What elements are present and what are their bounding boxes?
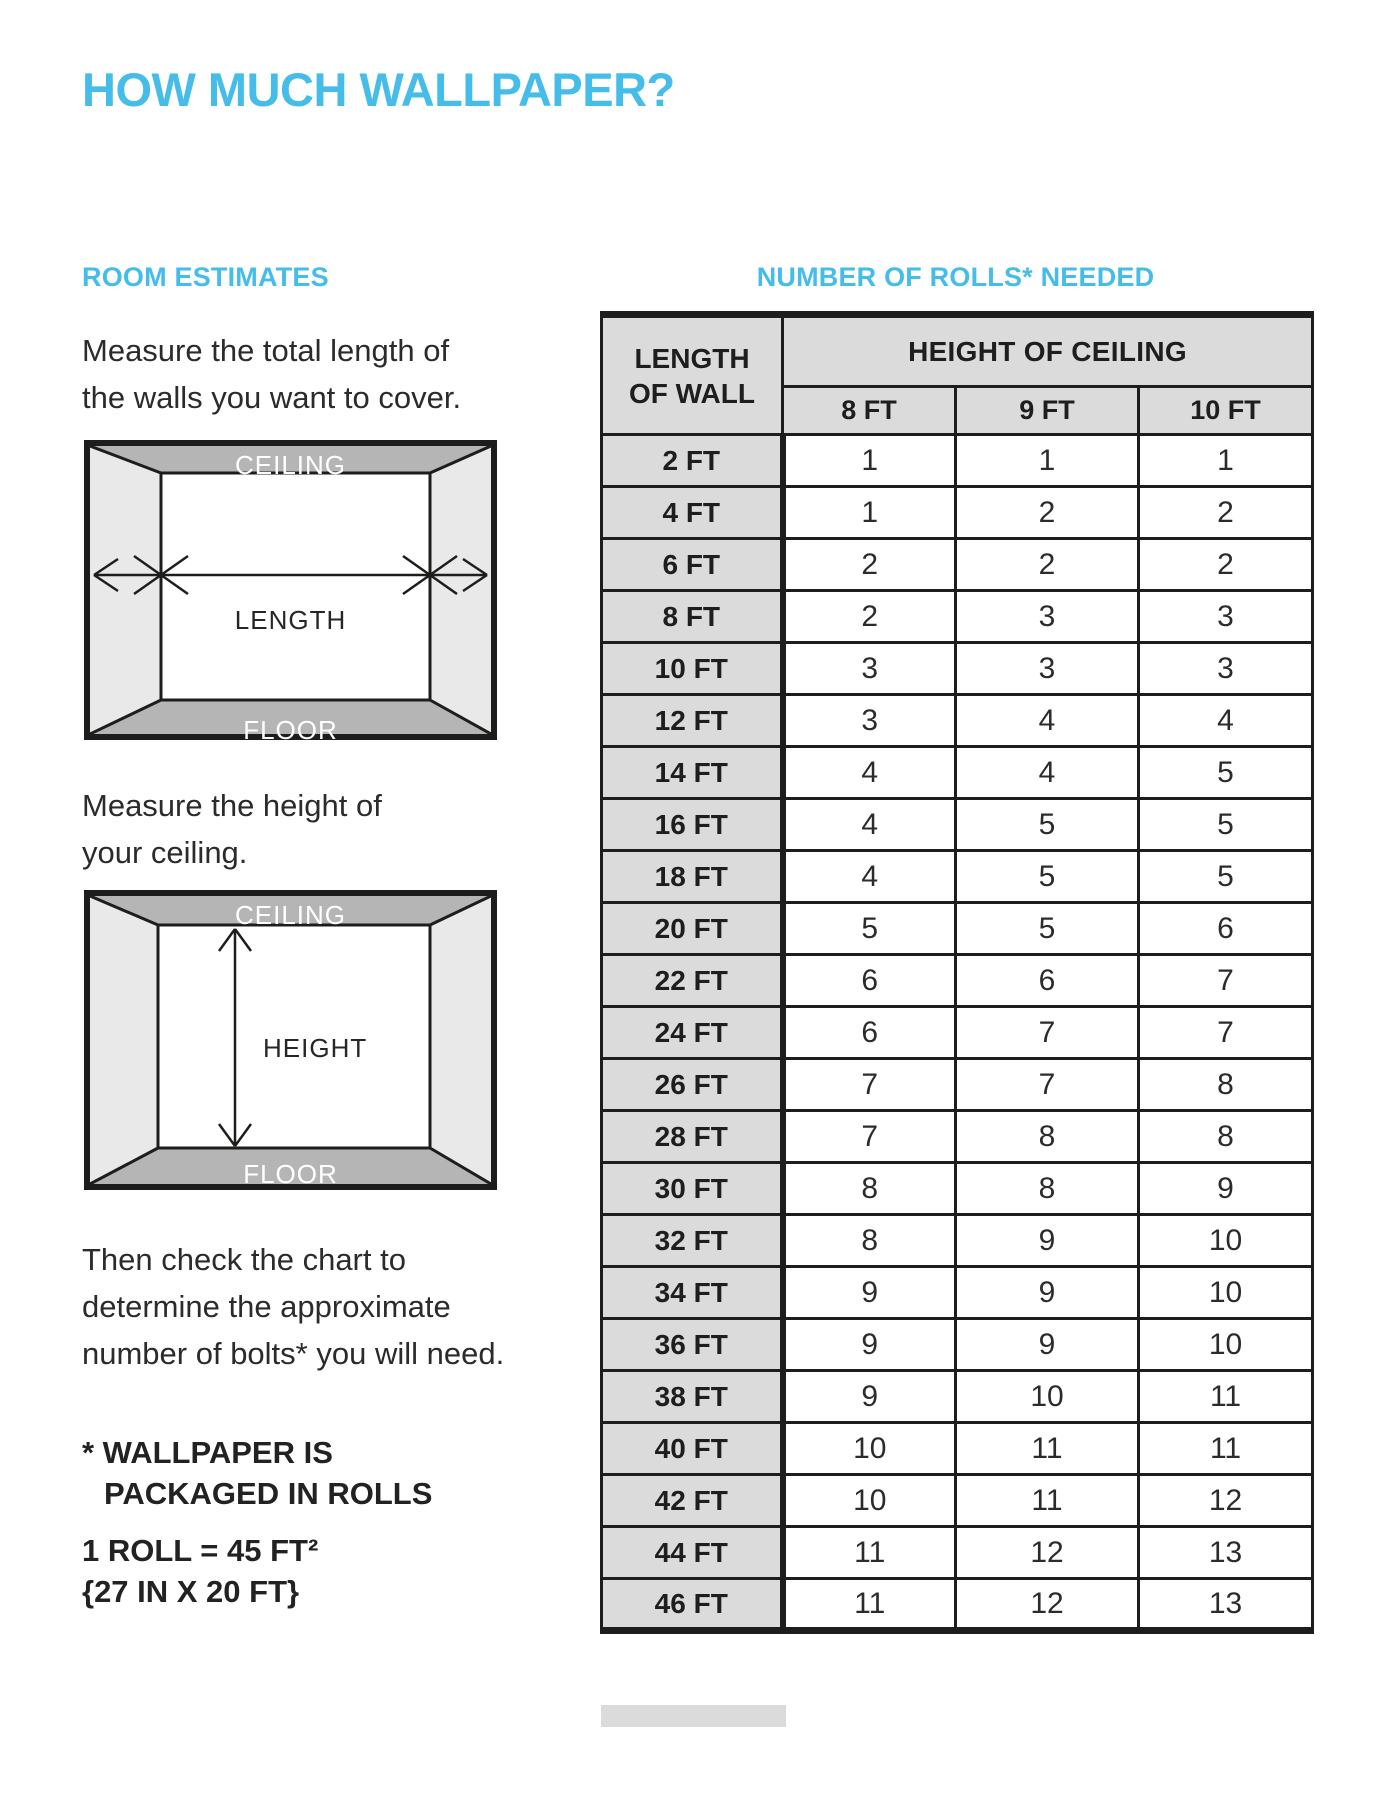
roll-count-cell: 7 bbox=[956, 1059, 1139, 1111]
table-row bbox=[602, 1163, 1313, 1215]
row-label: 36 FT bbox=[602, 1319, 783, 1371]
roll-count-cell: 2 bbox=[956, 539, 1139, 591]
footnote-line1: * WALLPAPER IS bbox=[82, 1435, 333, 1470]
row-label: 40 FT bbox=[602, 1423, 783, 1475]
roll-count-cell: 8 bbox=[783, 1163, 956, 1215]
instruction-chart-line3: number of bolts* you will need. bbox=[82, 1336, 505, 1371]
roll-count-cell: 2 bbox=[783, 591, 956, 643]
table-row bbox=[602, 591, 1313, 643]
row-label: 12 FT bbox=[602, 695, 783, 747]
table-row bbox=[602, 1111, 1313, 1163]
row-label: 42 FT bbox=[602, 1475, 783, 1527]
roll-count-cell: 2 bbox=[783, 539, 956, 591]
roll-count-cell: 5 bbox=[1139, 747, 1313, 799]
roll-count-cell: 4 bbox=[783, 747, 956, 799]
row-label: 34 FT bbox=[602, 1267, 783, 1319]
roll-count-cell: 11 bbox=[783, 1527, 956, 1579]
roll-count-cell: 12 bbox=[956, 1579, 1139, 1631]
roll-count-cell: 11 bbox=[1139, 1371, 1313, 1423]
height-label: HEIGHT bbox=[263, 1033, 368, 1063]
roll-count-cell: 4 bbox=[783, 851, 956, 903]
roll-count-cell: 5 bbox=[956, 799, 1139, 851]
roll-count-cell: 8 bbox=[783, 1215, 956, 1267]
roll-count-cell: 3 bbox=[956, 591, 1139, 643]
roll-count-cell: 9 bbox=[783, 1267, 956, 1319]
roll-count-cell: 3 bbox=[783, 643, 956, 695]
room-length-diagram bbox=[84, 440, 497, 745]
row-label: 2 FT bbox=[602, 435, 783, 487]
table-row bbox=[602, 487, 1313, 539]
roll-count-cell: 13 bbox=[1139, 1527, 1313, 1579]
row-label: 28 FT bbox=[602, 1111, 783, 1163]
room-height-diagram bbox=[84, 890, 497, 1190]
ceiling-label: CEILING bbox=[234, 900, 347, 930]
table-row bbox=[602, 1475, 1313, 1527]
roll-count-cell: 4 bbox=[956, 695, 1139, 747]
roll-count-cell: 9 bbox=[1139, 1163, 1313, 1215]
table-row bbox=[602, 1579, 1313, 1631]
col-header-10ft: 10 FT bbox=[1139, 387, 1313, 435]
row-label: 6 FT bbox=[602, 539, 783, 591]
table-row bbox=[602, 955, 1313, 1007]
table-row bbox=[602, 1527, 1313, 1579]
row-label: 24 FT bbox=[602, 1007, 783, 1059]
roll-count-cell: 6 bbox=[783, 1007, 956, 1059]
table-footer-gray-tab bbox=[601, 1705, 786, 1727]
row-label: 16 FT bbox=[602, 799, 783, 851]
row-label: 14 FT bbox=[602, 747, 783, 799]
roll-count-cell: 7 bbox=[783, 1111, 956, 1163]
roll-count-cell: 1 bbox=[783, 487, 956, 539]
wallpaper-footnote bbox=[82, 1432, 432, 1514]
page-title: HOW MUCH WALLPAPER? bbox=[82, 63, 675, 116]
roll-count-cell: 10 bbox=[1139, 1215, 1313, 1267]
row-label: 10 FT bbox=[602, 643, 783, 695]
roll-count-cell: 3 bbox=[1139, 591, 1313, 643]
footnote-line2: PACKAGED IN ROLLS bbox=[104, 1476, 433, 1511]
length-of-wall-header bbox=[602, 315, 783, 435]
height-of-ceiling-header: HEIGHT OF CEILING bbox=[783, 315, 1313, 387]
instruction-chart-line1: Then check the chart to bbox=[82, 1242, 406, 1277]
roll-count-cell: 5 bbox=[956, 851, 1139, 903]
row-label: 44 FT bbox=[602, 1527, 783, 1579]
roll-count-cell: 1 bbox=[783, 435, 956, 487]
roll-count-cell: 13 bbox=[1139, 1579, 1313, 1631]
roll-count-cell: 3 bbox=[1139, 643, 1313, 695]
table-row bbox=[602, 1371, 1313, 1423]
roll-count-cell: 3 bbox=[956, 643, 1139, 695]
roll-count-cell: 12 bbox=[956, 1527, 1139, 1579]
table-row bbox=[602, 1059, 1313, 1111]
roll-count-cell: 2 bbox=[1139, 539, 1313, 591]
instruction-height bbox=[82, 782, 382, 876]
roll-count-cell: 6 bbox=[1139, 903, 1313, 955]
roll-count-cell: 6 bbox=[956, 955, 1139, 1007]
table-row bbox=[602, 851, 1313, 903]
instruction-length-line2: the walls you want to cover. bbox=[82, 380, 462, 415]
row-label: 38 FT bbox=[602, 1371, 783, 1423]
table-row bbox=[602, 799, 1313, 851]
table-row bbox=[602, 1007, 1313, 1059]
room-estimates-heading: ROOM ESTIMATES bbox=[82, 262, 329, 292]
length-of-wall-line1: LENGTH bbox=[634, 342, 750, 374]
roll-count-cell: 8 bbox=[1139, 1111, 1313, 1163]
roll-count-cell: 3 bbox=[783, 695, 956, 747]
col-header-8ft: 8 FT bbox=[783, 387, 956, 435]
roll-count-cell: 7 bbox=[783, 1059, 956, 1111]
roll-count-cell: 9 bbox=[956, 1319, 1139, 1371]
roll-count-cell: 10 bbox=[1139, 1319, 1313, 1371]
length-of-wall-line2: OF WALL bbox=[629, 377, 755, 409]
roll-count-cell: 4 bbox=[1139, 695, 1313, 747]
roll-count-cell: 7 bbox=[1139, 955, 1313, 1007]
floor-label: FLOOR bbox=[243, 1159, 338, 1189]
roll-count-cell: 5 bbox=[1139, 851, 1313, 903]
roll-count-cell: 9 bbox=[956, 1267, 1139, 1319]
roll-count-cell: 10 bbox=[783, 1475, 956, 1527]
roll-count-cell: 11 bbox=[1139, 1423, 1313, 1475]
row-label: 4 FT bbox=[602, 487, 783, 539]
row-label: 8 FT bbox=[602, 591, 783, 643]
roll-count-cell: 12 bbox=[1139, 1475, 1313, 1527]
col-header-9ft: 9 FT bbox=[956, 387, 1139, 435]
row-label: 26 FT bbox=[602, 1059, 783, 1111]
table-header-row-1 bbox=[602, 315, 1313, 387]
roll-count-cell: 7 bbox=[1139, 1007, 1313, 1059]
table-row bbox=[602, 539, 1313, 591]
room-length-drawing bbox=[90, 446, 491, 734]
instruction-height-line1: Measure the height of bbox=[82, 788, 382, 823]
row-label: 18 FT bbox=[602, 851, 783, 903]
roll-count-cell: 9 bbox=[783, 1371, 956, 1423]
rolls-table-body bbox=[602, 435, 1313, 1631]
table-row bbox=[602, 435, 1313, 487]
roll-count-cell: 4 bbox=[956, 747, 1139, 799]
roll-count-cell: 8 bbox=[1139, 1059, 1313, 1111]
roll-count-cell: 6 bbox=[783, 955, 956, 1007]
roll-count-cell: 11 bbox=[956, 1475, 1139, 1527]
roll-count-cell: 4 bbox=[783, 799, 956, 851]
row-label: 22 FT bbox=[602, 955, 783, 1007]
instruction-chart-line2: determine the approximate bbox=[82, 1289, 451, 1324]
length-label: LENGTH bbox=[234, 605, 347, 635]
floor-label: FLOOR bbox=[243, 715, 338, 745]
roll-count-cell: 9 bbox=[956, 1215, 1139, 1267]
roll-count-cell: 11 bbox=[783, 1579, 956, 1631]
table-row bbox=[602, 1319, 1313, 1371]
instruction-height-line2: your ceiling. bbox=[82, 835, 248, 870]
table-row bbox=[602, 747, 1313, 799]
table-row bbox=[602, 903, 1313, 955]
row-label: 46 FT bbox=[602, 1579, 783, 1631]
roll-count-cell: 10 bbox=[1139, 1267, 1313, 1319]
table-row bbox=[602, 1215, 1313, 1267]
roll-size-line2: {27 IN X 20 FT} bbox=[82, 1574, 300, 1609]
table-row bbox=[602, 1267, 1313, 1319]
row-label: 20 FT bbox=[602, 903, 783, 955]
table-row bbox=[602, 643, 1313, 695]
roll-count-cell: 11 bbox=[956, 1423, 1139, 1475]
row-label: 30 FT bbox=[602, 1163, 783, 1215]
roll-count-cell: 8 bbox=[956, 1111, 1139, 1163]
rolls-table bbox=[600, 311, 1314, 1634]
roll-count-cell: 8 bbox=[956, 1163, 1139, 1215]
rolls-needed-heading: NUMBER OF ROLLS* NEEDED bbox=[756, 262, 1155, 292]
table-row bbox=[602, 1423, 1313, 1475]
instruction-length-line1: Measure the total length of bbox=[82, 333, 450, 368]
roll-count-cell: 7 bbox=[956, 1007, 1139, 1059]
roll-count-cell: 2 bbox=[1139, 487, 1313, 539]
roll-size-line1: 1 ROLL = 45 FT² bbox=[82, 1533, 319, 1568]
roll-count-cell: 5 bbox=[1139, 799, 1313, 851]
row-label: 32 FT bbox=[602, 1215, 783, 1267]
table-row bbox=[602, 695, 1313, 747]
roll-count-cell: 1 bbox=[956, 435, 1139, 487]
roll-count-cell: 1 bbox=[1139, 435, 1313, 487]
roll-count-cell: 5 bbox=[956, 903, 1139, 955]
instruction-chart bbox=[82, 1236, 504, 1377]
instruction-length bbox=[82, 327, 461, 421]
ceiling-label: CEILING bbox=[234, 450, 347, 480]
roll-size-note bbox=[82, 1530, 318, 1612]
roll-count-cell: 9 bbox=[783, 1319, 956, 1371]
roll-count-cell: 5 bbox=[783, 903, 956, 955]
roll-count-cell: 10 bbox=[956, 1371, 1139, 1423]
roll-count-cell: 2 bbox=[956, 487, 1139, 539]
roll-count-cell: 10 bbox=[783, 1423, 956, 1475]
